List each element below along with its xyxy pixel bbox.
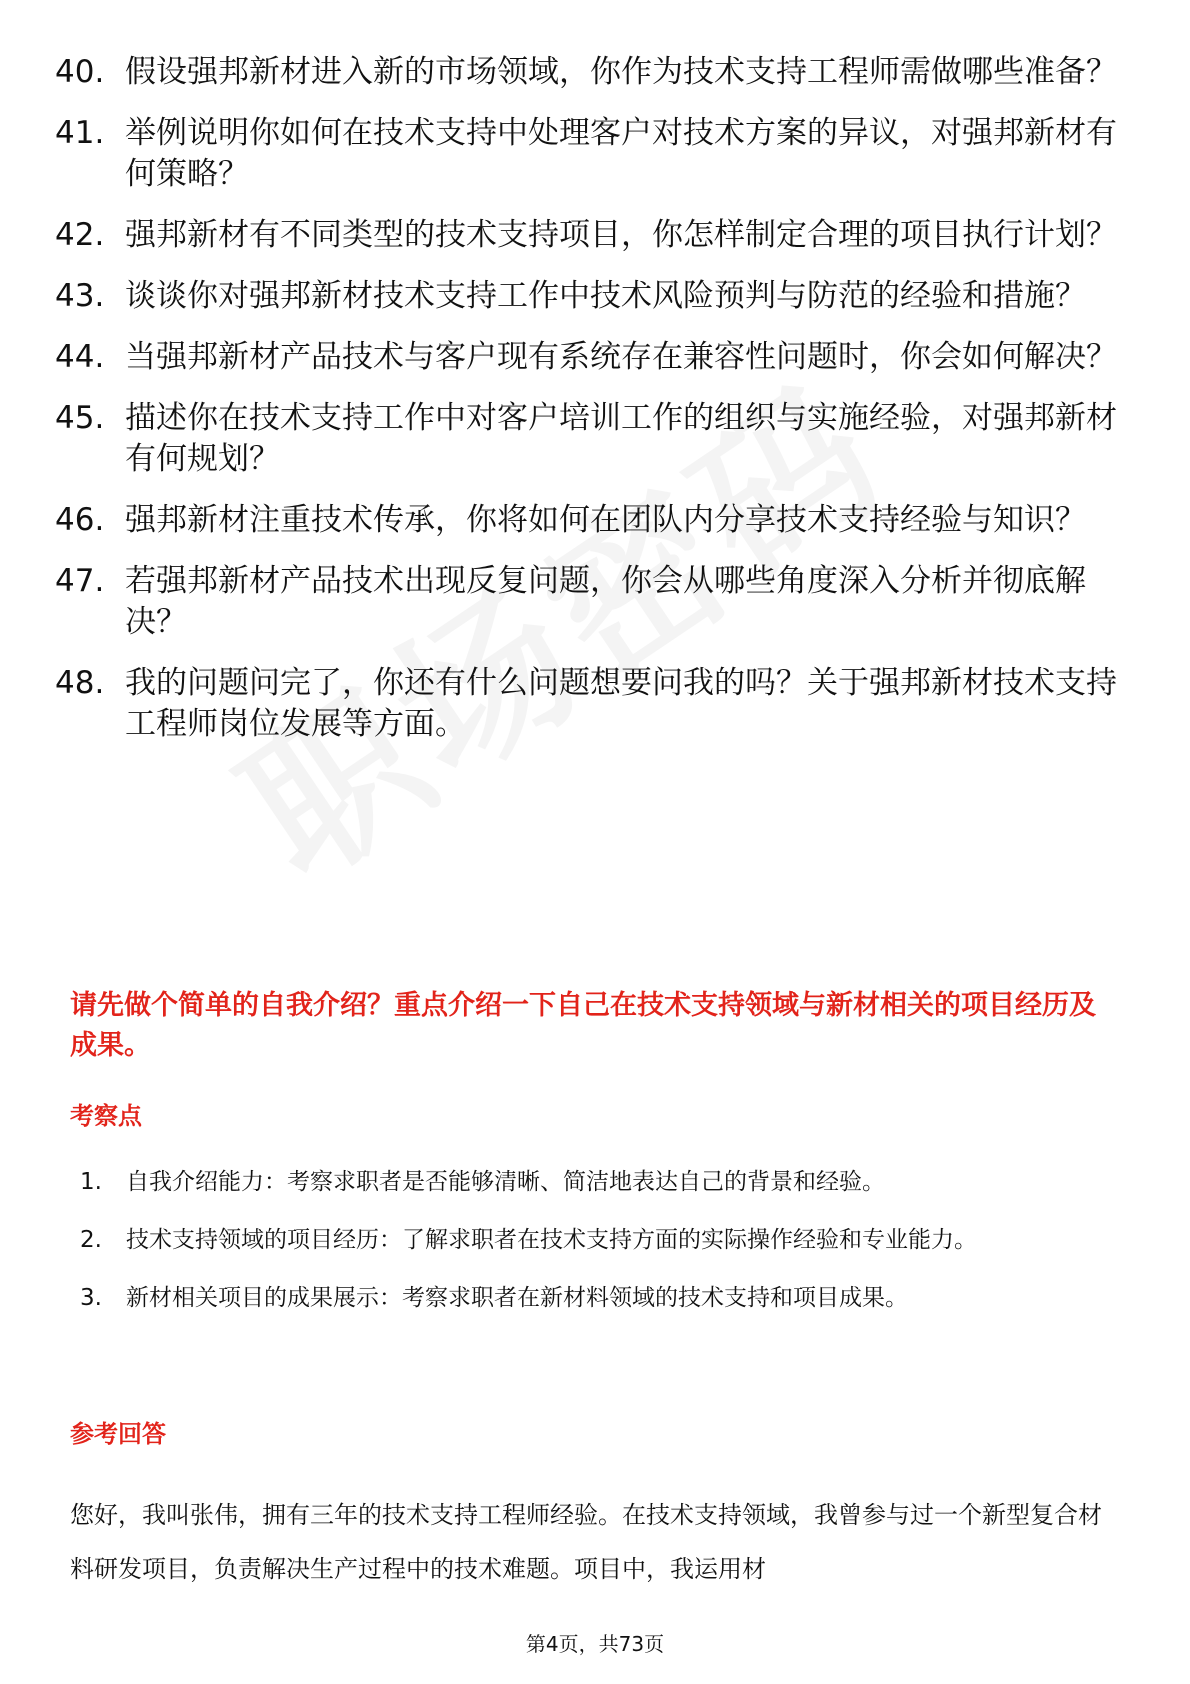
question-text: 举例说明你如何在技术支持中处理客户对技术方案的异议，对强邦新材有何策略？ bbox=[125, 115, 1117, 192]
question-item bbox=[55, 398, 1135, 480]
reference-answer-text: 您好，我叫张伟，拥有三年的技术支持工程师经验。在技术支持领域，我曾参与过一个新型复合材料研发项目，负责解决生产过程中的技术难题。项目中，我运用材 bbox=[70, 1501, 1102, 1583]
question-number: 40. bbox=[55, 54, 105, 90]
question-item bbox=[55, 337, 1135, 378]
point-number: 2. bbox=[80, 1227, 102, 1253]
point-number: 1. bbox=[80, 1169, 102, 1195]
question-number: 43. bbox=[55, 278, 105, 314]
question-number: 46. bbox=[55, 502, 105, 538]
question-text: 描述你在技术支持工作中对客户培训工作的组织与实施经验，对强邦新材有何规划？ bbox=[125, 400, 1117, 477]
assessment-points-list bbox=[80, 1157, 1130, 1331]
question-item bbox=[55, 500, 1135, 541]
point-text: 新材相关项目的成果展示：考察求职者在新材料领域的技术支持和项目成果。 bbox=[126, 1285, 908, 1311]
point-text: 技术支持领域的项目经历：了解求职者在技术支持方面的实际操作经验和专业能力。 bbox=[126, 1227, 977, 1253]
question-text: 强邦新材注重技术传承，你将如何在团队内分享技术支持经验与知识？ bbox=[125, 502, 1086, 538]
list-item bbox=[80, 1215, 1130, 1265]
question-item bbox=[55, 215, 1135, 256]
question-number: 42. bbox=[55, 217, 105, 253]
list-item bbox=[80, 1157, 1130, 1207]
point-text: 自我介绍能力：考察求职者是否能够清晰、简洁地表达自己的背景和经验。 bbox=[126, 1169, 885, 1195]
assessment-points-label: 考察点 bbox=[70, 1102, 142, 1130]
question-number: 47. bbox=[55, 563, 105, 599]
question-text: 假设强邦新材进入新的市场领域，你作为技术支持工程师需做哪些准备？ bbox=[125, 54, 1117, 90]
question-item bbox=[55, 561, 1135, 643]
question-number: 44. bbox=[55, 339, 105, 375]
question-number: 45. bbox=[55, 400, 105, 436]
question-item bbox=[55, 276, 1135, 317]
question-text: 当强邦新材产品技术与客户现有系统存在兼容性问题时，你会如何解决？ bbox=[125, 339, 1117, 375]
question-list bbox=[55, 52, 1135, 765]
list-item bbox=[80, 1273, 1130, 1323]
question-item bbox=[55, 52, 1135, 93]
question-number: 41. bbox=[55, 115, 105, 151]
question-item bbox=[55, 663, 1135, 745]
question-text: 若强邦新材产品技术出现反复问题，你会从哪些角度深入分析并彻底解决？ bbox=[125, 563, 1086, 640]
page-number-footer: 第4页，共73页 bbox=[525, 1632, 665, 1656]
question-text: 我的问题问完了，你还有什么问题想要问我的吗？关于强邦新材技术支持工程师岗位发展等方面。 bbox=[125, 665, 1117, 742]
question-item bbox=[55, 113, 1135, 195]
question-text: 谈谈你对强邦新材技术支持工作中技术风险预判与防范的经验和措施？ bbox=[125, 278, 1086, 314]
question-number: 48. bbox=[55, 665, 105, 701]
question-text: 强邦新材有不同类型的技术支持项目，你怎样制定合理的项目执行计划？ bbox=[125, 217, 1117, 253]
section-question-heading: 请先做个简单的自我介绍？重点介绍一下自己在技术支持领域与新材相关的项目经历及成果。 bbox=[70, 990, 1096, 1061]
point-number: 3. bbox=[80, 1285, 102, 1311]
reference-answer-label: 参考回答 bbox=[70, 1420, 166, 1448]
